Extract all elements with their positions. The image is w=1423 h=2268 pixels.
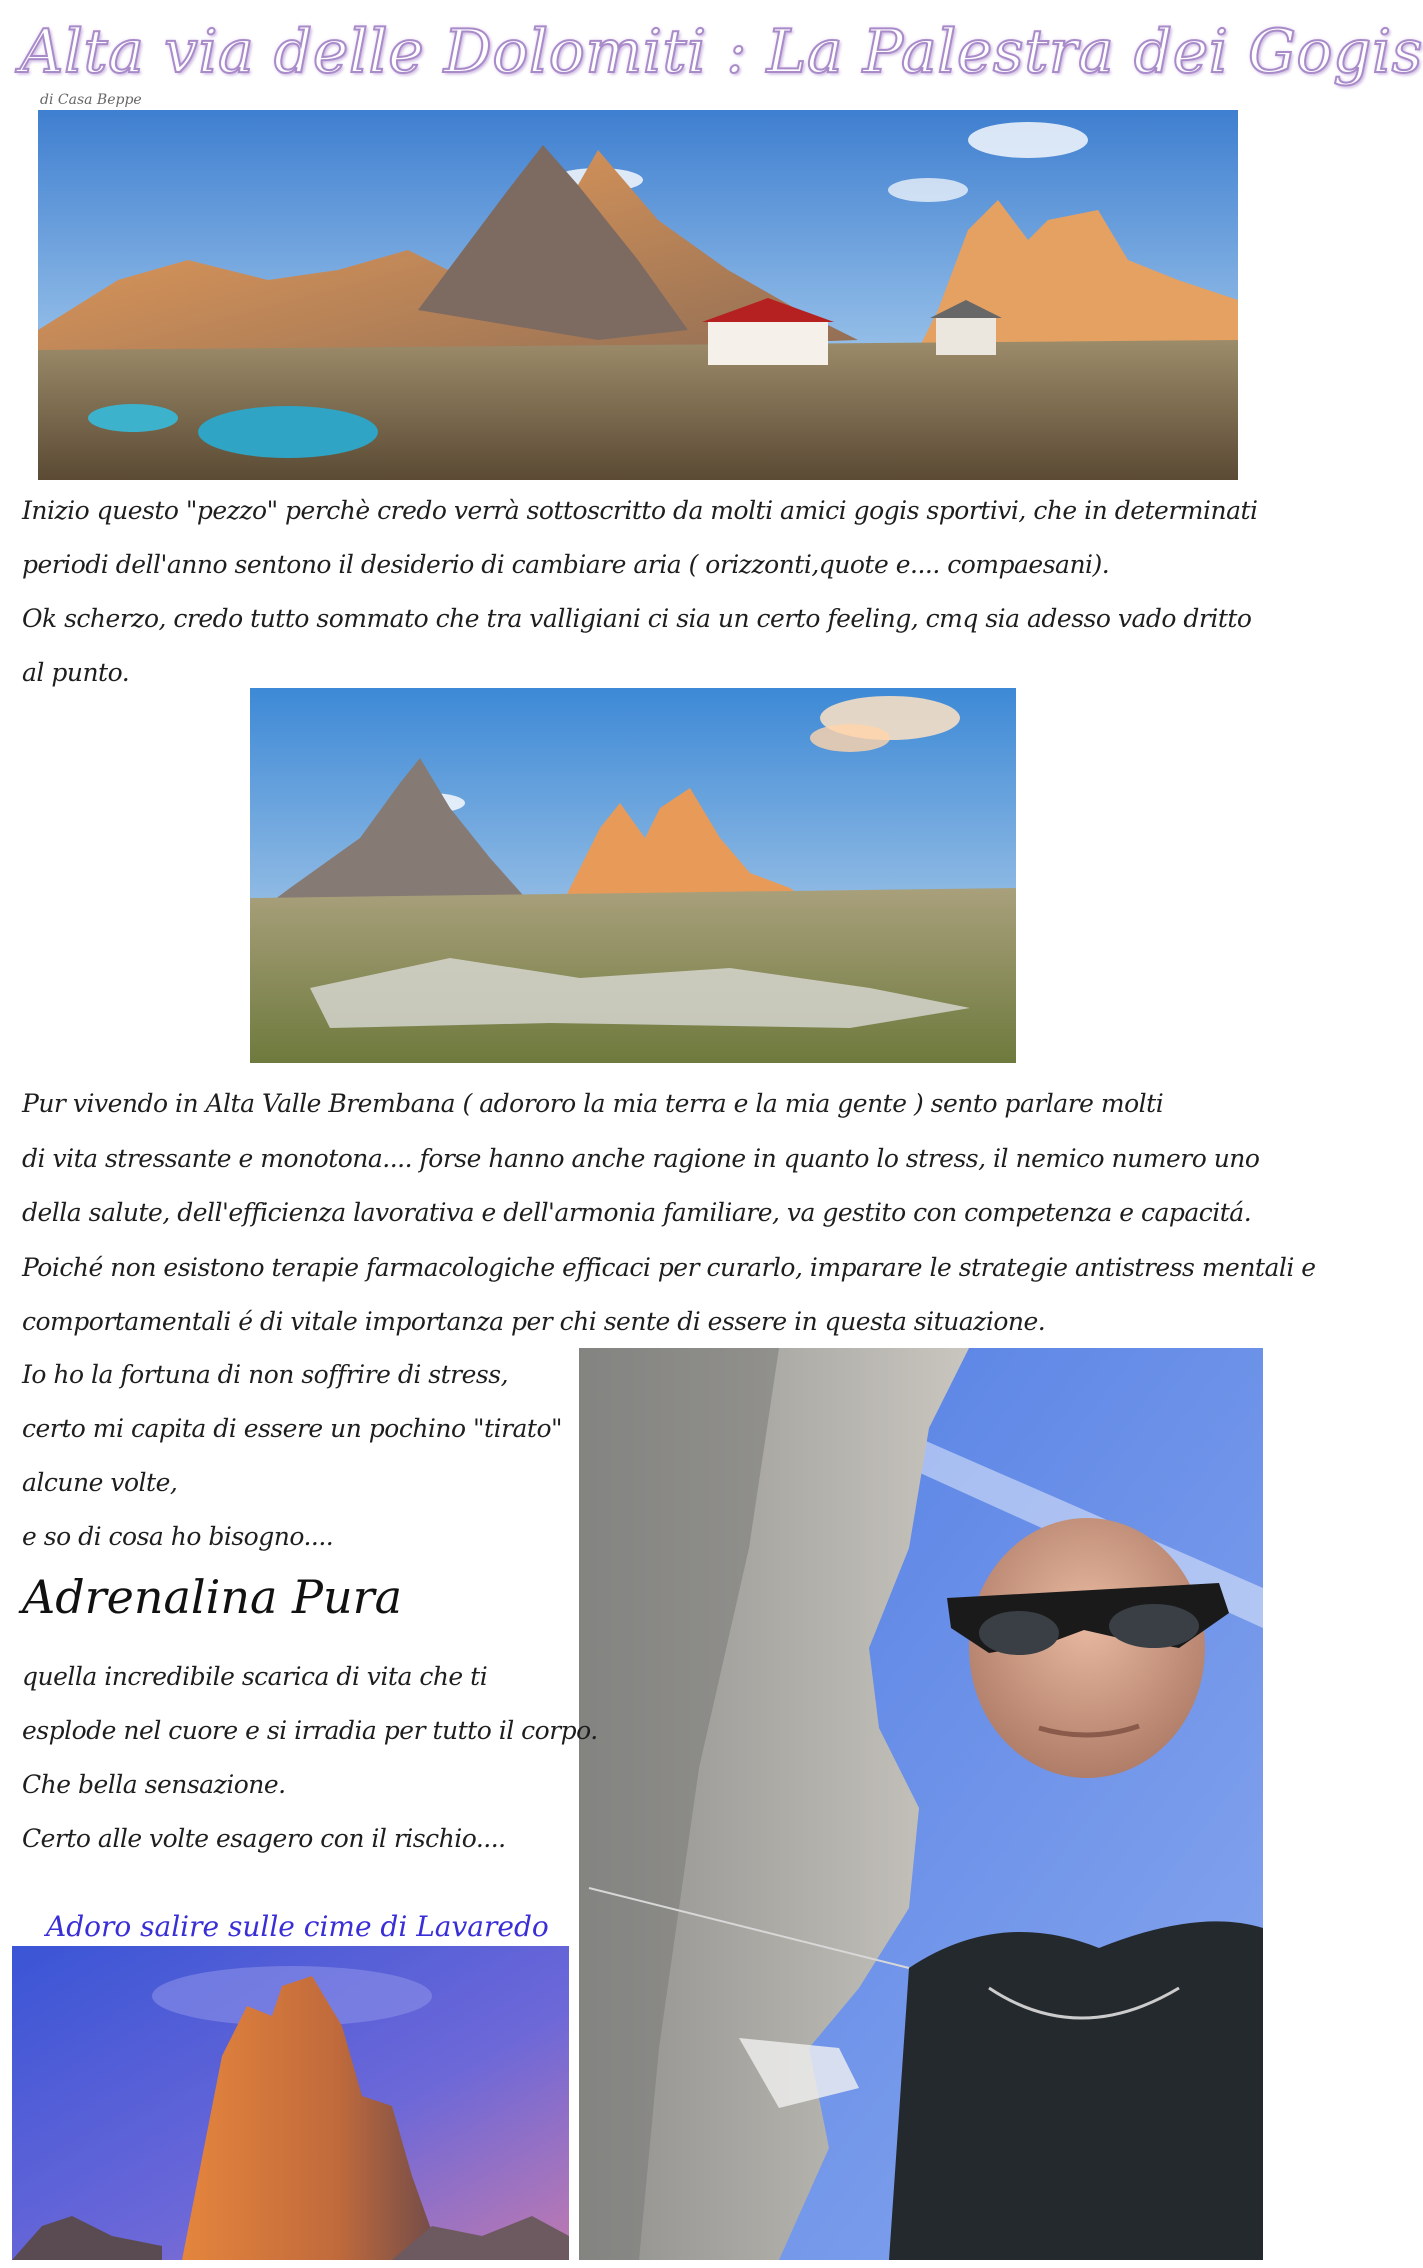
paragraph-line: Io ho la fortuna di non soffrire di stress, (22, 1360, 509, 1389)
page-title: Alta via delle Dolomiti : La Palestra dei Gogis (20, 17, 1423, 87)
byline: di Casa Beppe (40, 92, 142, 108)
peaks-photo (250, 688, 1016, 1063)
stress-paragraph (22, 1077, 1316, 1350)
paragraph-line: al punto. (22, 658, 130, 687)
panorama-photo (38, 110, 1238, 480)
highlight-heading: Adrenalina Pura (22, 1570, 403, 1624)
lavaredo-caption: Adoro salire sulle cime di Lavaredo (46, 1910, 549, 1943)
paragraph-line: Inizio questo "pezzo" perchè credo verrà sottoscritto da molti amici gogis sportivi, che in determinati (22, 496, 1258, 525)
paragraph-line: alcune volte, (22, 1468, 178, 1497)
mountain-landscape-icon (250, 688, 1016, 1063)
paragraph-line: di vita stressante e monotona.... forse hanno anche ragione in quanto lo stress, il nemico numero uno (22, 1143, 1260, 1173)
paragraph-line: esplode nel cuore e si irradia per tutto il corpo. (22, 1716, 598, 1745)
fortune-paragraph (22, 1348, 582, 1564)
paragraph-line: Che bella sensazione. (22, 1770, 286, 1799)
climber-selfie-photo (579, 1348, 1263, 2260)
climber-portrait-icon (579, 1348, 1263, 2260)
lavaredo-photo (12, 1946, 569, 2260)
paragraph-line: della salute, dell'efficienza lavorativa e dell'armonia familiare, va gestito con competenza e capacitá. (22, 1198, 1252, 1227)
paragraph-line: Ok scherzo, credo tutto sommato che tra valligiani ci sia un certo feeling, cmq sia adesso vado dritto (22, 604, 1252, 633)
paragraph-line: quella incredibile scarica di vita che ti (22, 1662, 488, 1691)
paragraph-line: Pur vivendo in Alta Valle Brembana ( adororo la mia terra e la mia gente ) sento parlare molti (22, 1089, 1164, 1118)
adrenaline-paragraph (22, 1650, 598, 1866)
paragraph-line: certo mi capita di essere un pochino "tirato" (22, 1414, 563, 1443)
paragraph-line: e so di cosa ho bisogno.... (22, 1522, 334, 1551)
paragraph-line: comportamentali é di vitale importanza per chi sente di essere in questa situazione. (22, 1307, 1046, 1336)
paragraph-line: Poiché non esistono terapie farmacologiche efficaci per curarlo, imparare le strategie antistress mentali e (22, 1252, 1316, 1282)
paragraph-line: Certo alle volte esagero con il rischio.... (22, 1824, 506, 1853)
paragraph-line: periodi dell'anno sentono il desiderio di cambiare aria ( orizzonti,quote e.... compaesani). (22, 550, 1110, 579)
mountain-landscape-icon (38, 110, 1238, 480)
mountain-peaks-icon (12, 1946, 569, 2260)
intro-paragraph (22, 484, 1258, 700)
